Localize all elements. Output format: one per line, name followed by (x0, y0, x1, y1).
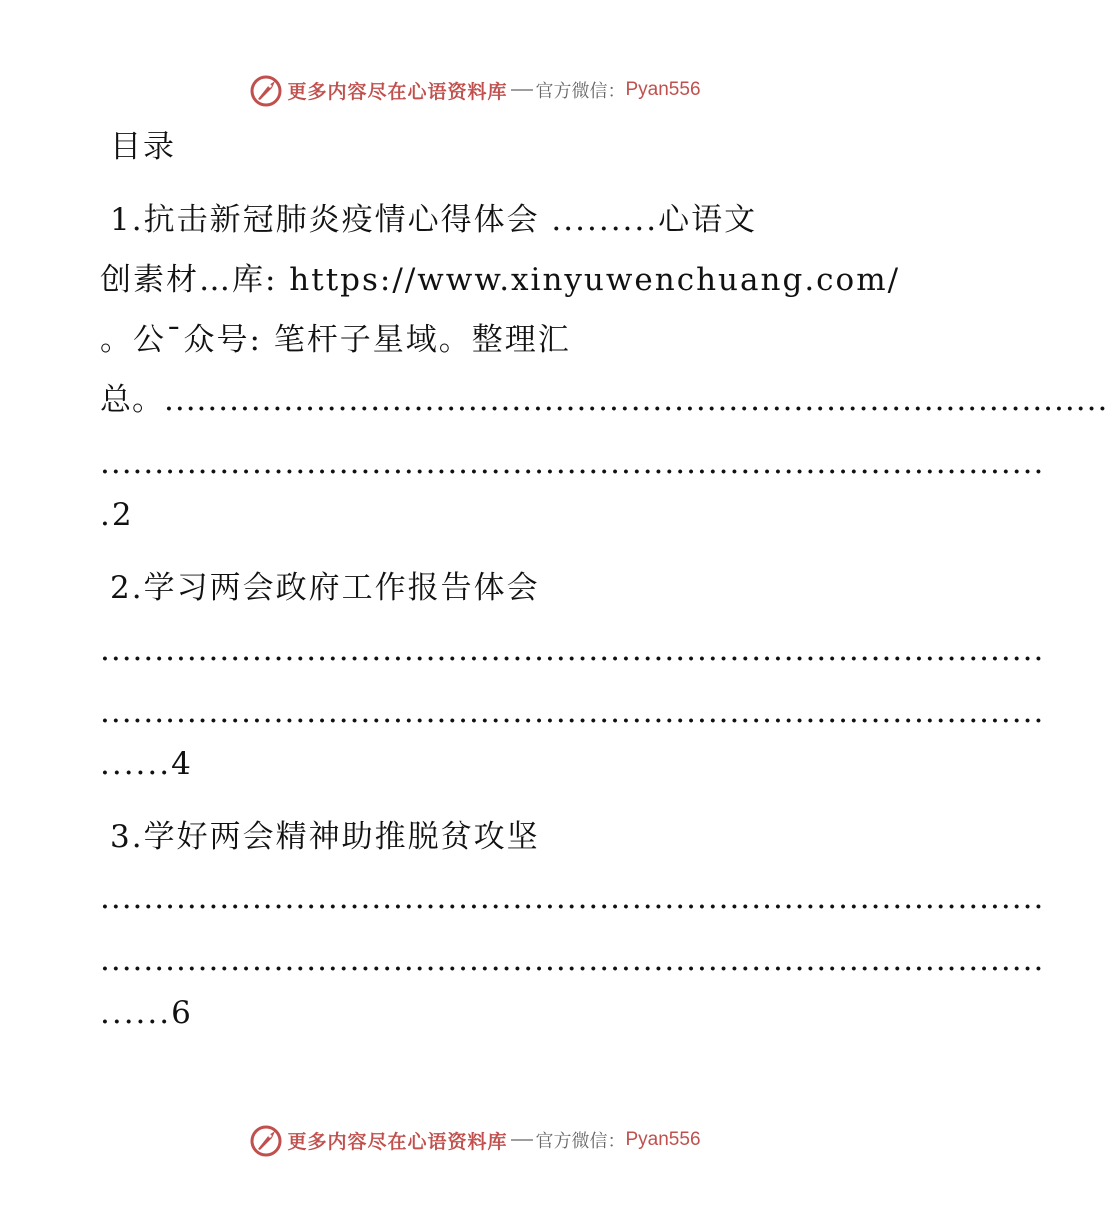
toc-entry-1-line-2: 创素材…库: https://www.xinyuwenchuang.com/ (100, 262, 901, 298)
header-banner (0, 70, 950, 110)
banner-dash (511, 89, 533, 91)
toc-entry-1-leader-a (100, 380, 1108, 420)
toc-entry-3-leader-b: ....................................................................................... (100, 942, 1045, 978)
banner-slogan: 更多内容尽在心语资料库 (287, 80, 508, 103)
toc-entry-3-page: ......6 (100, 995, 193, 1031)
pen-nib-logo-icon (249, 1123, 283, 1157)
toc-entry-1-leader-b: ....................................................................................... (100, 445, 1045, 481)
toc-entry-3-leader-a: ....................................................................................... (100, 880, 1045, 916)
banner-dash (511, 1139, 533, 1141)
pen-nib-logo-icon (249, 73, 283, 107)
footer-banner (0, 1120, 950, 1160)
toc-entry-1-line-1: 1.抗击新冠肺炎疫情心得体会 .........心语文 (110, 202, 758, 238)
banner-wechat-label: 官方微信： (535, 81, 626, 102)
banner-wechat-label: 官方微信： (535, 1131, 626, 1152)
toc-entry-1-line-3: 。公¯众号: 笔杆子星域。整理汇 (100, 322, 571, 358)
toc-entry-3-title: 3.学好两会精神助推脱贫攻坚 (110, 819, 540, 855)
banner-handle: Pyan556 (625, 1129, 701, 1150)
dot-leader: ....................................................................................... (164, 382, 1108, 418)
toc-title: 目录 (110, 129, 176, 165)
toc-entry-2-page: ......4 (100, 746, 193, 782)
toc-entry-2-title: 2.学习两会政府工作报告体会 (110, 570, 540, 606)
toc-entry-2-leader-a: ....................................................................................... (100, 632, 1045, 668)
toc-entry-1-page: .2 (100, 497, 134, 533)
toc-entry-1-line-4-prefix: 总。 (100, 382, 164, 418)
banner-slogan: 更多内容尽在心语资料库 (287, 1130, 508, 1153)
toc-entry-2-leader-b: ....................................................................................... (100, 694, 1045, 730)
banner-handle: Pyan556 (625, 79, 701, 100)
